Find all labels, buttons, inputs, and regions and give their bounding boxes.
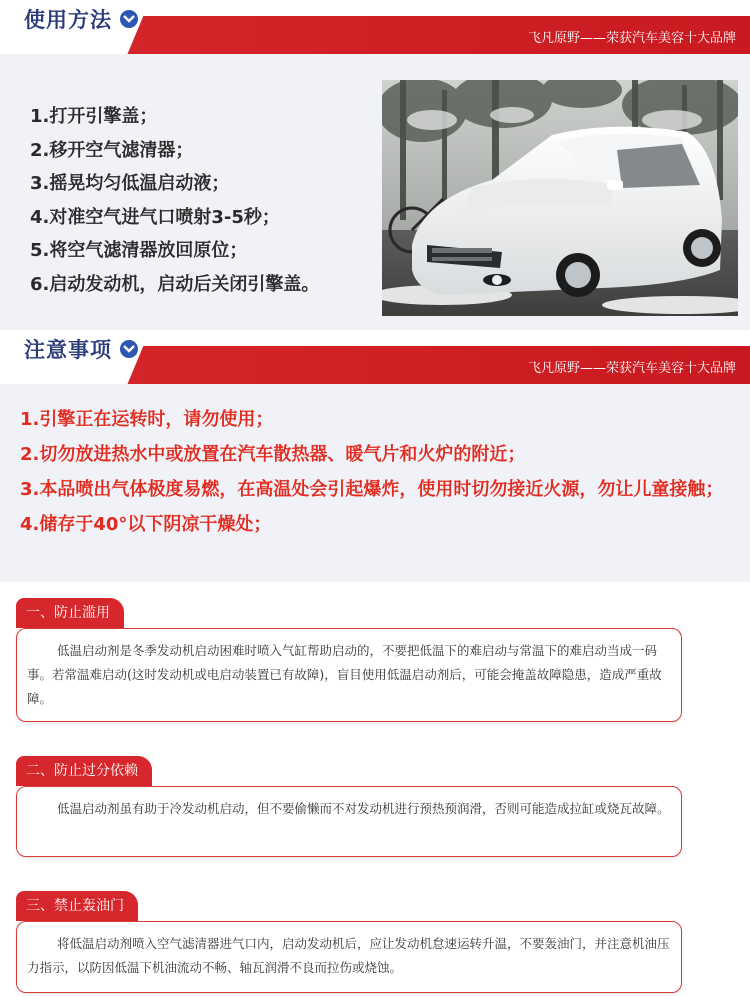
usage-step: 1.打开引擎盖； — [30, 106, 158, 127]
card-tag: 一、防止滥用 — [16, 598, 124, 628]
usage-section-title: 使用方法 — [24, 7, 112, 32]
overreliance-warning-card — [16, 786, 682, 857]
usage-steps-list — [30, 100, 319, 301]
card-tag: 二、防止过分依赖 — [16, 756, 152, 786]
caution-items-list — [20, 402, 740, 542]
usage-section-tagline: 飞凡原野——荣获汽车美容十大品牌 — [527, 31, 736, 46]
caution-item: 2.切勿放进热水中或放置在汽车散热器、暖气片和火炉的附近； — [20, 444, 526, 465]
chevron-down-icon — [120, 340, 138, 358]
usage-step: 5.将空气滤清器放回原位； — [30, 240, 248, 261]
card-body-text: 将低温启动剂喷入空气滤清器进气口内，启动发动机后，应让发动机怠速运转升温，不要轰油门，并注意机油压力指示，以防因低温下机油流动不畅、轴瓦润滑不良而拉伤或烧蚀。 — [27, 936, 670, 975]
caution-section-tagline: 飞凡原野——荣获汽车美容十大品牌 — [527, 361, 736, 376]
caution-item: 3.本品喷出气体极度易燃，在高温处会引起爆炸，使用时切勿接近火源，勿让儿童接触； — [20, 479, 724, 500]
usage-step: 4.对准空气进气口喷射3-5秒； — [30, 206, 280, 228]
chevron-down-icon — [120, 10, 138, 28]
snow-covered-car-photo — [382, 80, 738, 316]
usage-step: 3.摇晃均匀低温启动液； — [30, 173, 230, 194]
card-tag: 三、禁止轰油门 — [16, 891, 138, 921]
throttle-warning-card — [16, 921, 682, 993]
usage-step: 2.移开空气滤清器； — [30, 139, 194, 161]
card-body-text: 低温启动剂虽有助于冷发动机启动，但不要偷懒而不对发动机进行预热预润滑，否则可能造成拉缸或烧瓦故障。 — [57, 801, 670, 816]
card-body-text: 低温启动剂是冬季发动机启动困难时喷入气缸帮助启动的，不要把低温下的难启动与常温下的难启动当成一码事。若常温难启动(这时发动机或电启动装置已有故障)，盲目使用低温启动剂后，可能会掩盖故障隐患，造成严重故障。 — [27, 643, 662, 706]
usage-step: 6.启动发动机，启动后关闭引擎盖。 — [30, 273, 320, 295]
usage-section-header — [0, 0, 750, 54]
caution-item: 4.储存于40°以下阴凉干燥处； — [20, 514, 272, 535]
caution-section-header — [0, 330, 750, 384]
caution-section-title: 注意事项 — [24, 337, 112, 362]
misuse-warning-card — [16, 628, 682, 722]
caution-item: 1.引擎正在运转时，请勿使用； — [20, 409, 274, 430]
